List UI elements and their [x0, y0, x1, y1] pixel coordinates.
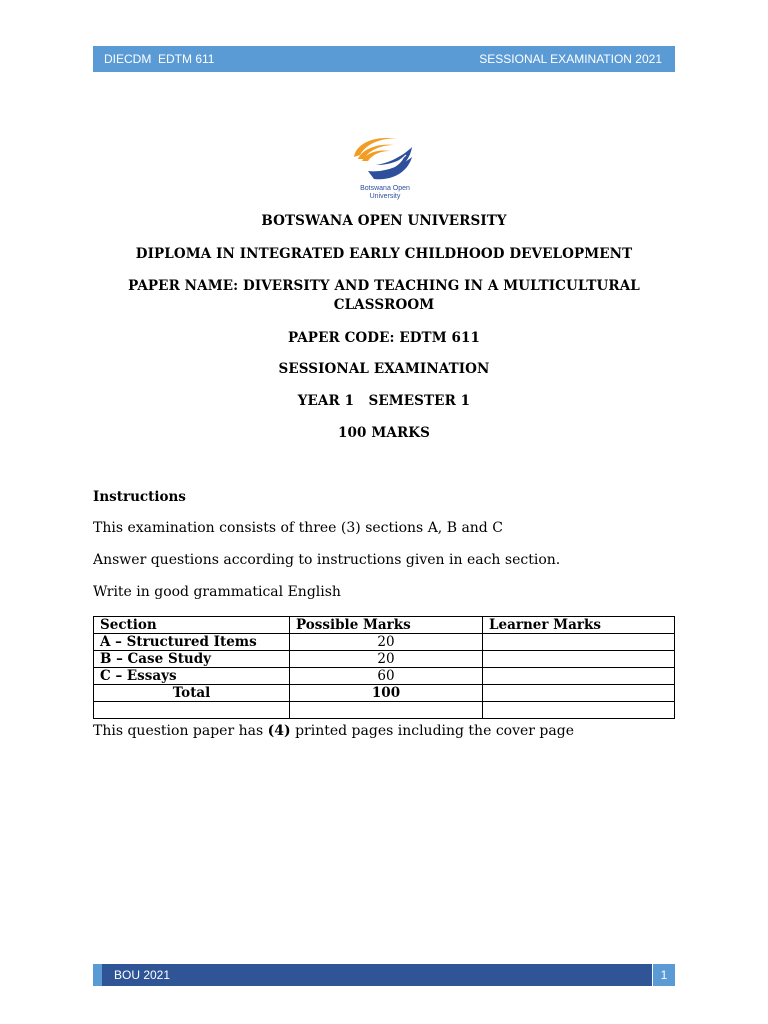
page-count-note-before: This question paper has: [93, 723, 268, 739]
section-cell: C – Essays: [94, 668, 290, 685]
learner-total-cell: [483, 685, 675, 702]
diploma-name: DIPLOMA IN INTEGRATED EARLY CHILDHOOD DEVELOPMENT: [135, 246, 633, 262]
paper-name-line1: PAPER NAME: DIVERSITY AND TEACHING IN A MULTICULTURAL: [128, 278, 640, 294]
footer-label-box: [93, 964, 652, 986]
page-count-note: [93, 721, 675, 741]
paper-name-line2: CLASSROOM: [333, 297, 435, 313]
table-row: [94, 634, 675, 651]
page-number: 1: [660, 968, 668, 982]
possible-marks-cell: 20: [290, 634, 483, 651]
instruction-line: Answer questions according to instructions given in each section.: [93, 552, 561, 568]
table-row: [94, 668, 675, 685]
year-semester: YEAR 1 SEMESTER 1: [297, 393, 471, 409]
logo-text-line1: Botswana Open: [360, 185, 410, 192]
possible-marks-cell: 60: [290, 668, 483, 685]
empty-cell: [94, 702, 290, 719]
table-empty-row: [94, 702, 675, 719]
page-header: [93, 46, 675, 72]
table-header-cell: Learner Marks: [483, 617, 675, 634]
instruction-line: Write in good grammatical English: [93, 584, 341, 600]
learner-marks-cell: [483, 668, 675, 685]
university-name: BOTSWANA OPEN UNIVERSITY: [261, 213, 507, 229]
page-count-note-after: printed pages including the cover page: [290, 723, 574, 739]
table-header-cell: Section: [94, 617, 290, 634]
page-footer: [93, 964, 675, 986]
header-course-code: DIECDM EDTM 611: [104, 52, 215, 66]
learner-marks-cell: [483, 634, 675, 651]
total-marks-heading: 100 MARKS: [338, 425, 430, 441]
section-cell: A – Structured Items: [94, 634, 290, 651]
paper-code: PAPER CODE: EDTM 611: [287, 330, 481, 346]
footer-label: BOU 2021: [114, 968, 171, 982]
empty-cell: [483, 702, 675, 719]
header-exam-title: SESSIONAL EXAMINATION 2021: [479, 52, 662, 66]
learner-marks-cell: [483, 651, 675, 668]
instructions-heading: Instructions: [93, 489, 186, 505]
table-header-cell: Possible Marks: [290, 617, 483, 634]
page-count-value: (4): [267, 723, 291, 739]
table-total-row: [94, 685, 675, 702]
page-number-box: [653, 964, 675, 986]
total-value-cell: 100: [290, 685, 483, 702]
table-row: [94, 651, 675, 668]
table-header-row: [94, 617, 675, 634]
instruction-line: This examination consists of three (3) sections A, B and C: [93, 520, 503, 536]
possible-marks-cell: 20: [290, 651, 483, 668]
logo-text-line2: University: [369, 193, 401, 200]
university-logo: [346, 133, 424, 201]
exam-type: SESSIONAL EXAMINATION: [278, 361, 490, 377]
total-label-cell: Total: [94, 685, 290, 702]
empty-cell: [290, 702, 483, 719]
marks-table: [93, 616, 675, 719]
section-cell: B – Case Study: [94, 651, 290, 668]
